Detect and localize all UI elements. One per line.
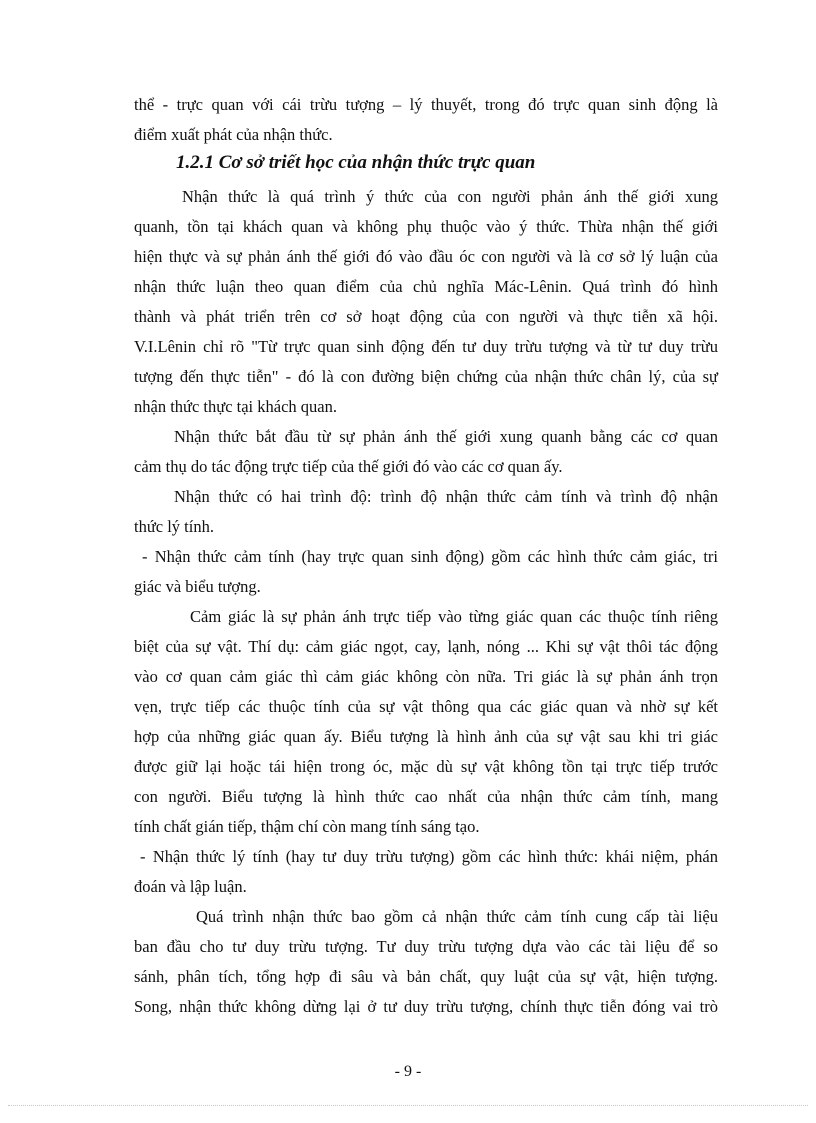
text-line: biệt của sự vật. Thí dụ: cảm giác ngọt, cay, lạnh, nóng ... Khi sự vật thôi tác động (134, 637, 718, 656)
text-line: cảm thụ do tác động trực tiếp của thế giới đó vào các cơ quan ấy. (134, 457, 563, 476)
text-line: Cảm giác là sự phản ánh trực tiếp vào từng giác quan các thuộc tính riêng (190, 607, 718, 626)
text-line: sánh, phân tích, tổng hợp đi sâu và bản chất, quy luật của sự vật, hiện tượng. (134, 967, 718, 986)
text-line: ban đầu cho tư duy trừu tượng. Tư duy trừu tượng dựa vào các tài liệu để so (134, 937, 718, 956)
text-line: tượng đến thực tiễn" - đó là con đường biện chứng của nhận thức chân lý, của sự (134, 367, 718, 386)
text-line: Nhận thức có hai trình độ: trình độ nhận thức cảm tính và trình độ nhận (174, 487, 718, 506)
text-line: Quá trình nhận thức bao gồm cả nhận thức cảm tính cung cấp tài liệu (196, 907, 718, 926)
text-line: điểm xuất phát của nhận thức. (134, 125, 333, 144)
text-line: hợp của những giác quan ấy. Biểu tượng là hình ảnh của sự vật sau khi tri giác (134, 727, 718, 746)
text-line: vẹn, trực tiếp các thuộc tính của sự vật thông qua các giác quan và nhờ sự kết (134, 697, 718, 716)
text-line: thể - trực quan với cái trừu tượng – lý thuyết, trong đó trực quan sinh động là (134, 95, 718, 114)
text-line: thức lý tính. (134, 517, 214, 536)
text-line: quanh, tồn tại khách quan và không phụ thuộc vào ý thức. Thừa nhận thế giới (134, 217, 718, 236)
text-line: nhận thức luận theo quan điểm của chủ nghĩa Mác-Lênin. Quá trình đó hình (134, 277, 718, 296)
section-heading: 1.2.1 Cơ sở triết học của nhận thức trực quan (176, 152, 536, 173)
text-line: - Nhận thức lý tính (hay tư duy trừu tượng) gồm các hình thức: khái niệm, phán (140, 847, 718, 866)
text-line: V.I.Lênin chỉ rõ "Từ trực quan sinh động đến tư duy trừu tượng và từ tư duy trừu (134, 337, 718, 356)
page-edge-divider (8, 1105, 808, 1106)
text-line: - Nhận thức cảm tính (hay trực quan sinh động) gồm các hình thức cảm giác, tri (142, 547, 718, 566)
text-line: giác và biểu tượng. (134, 577, 261, 596)
page-number: - 9 - (394, 1063, 422, 1080)
text-line: thành và phát triển trên cơ sở hoạt động của con người và thực tiễn xã hội. (134, 307, 718, 326)
text-line: nhận thức thực tại khách quan. (134, 397, 337, 416)
text-line: đoán và lập luận. (134, 877, 247, 896)
text-line: con người. Biểu tượng là hình thức cao nhất của nhận thức cảm tính, mang (134, 787, 718, 806)
text-line: Nhận thức bắt đầu từ sự phản ánh thế giới xung quanh bằng các cơ quan (174, 427, 718, 446)
text-line: Song, nhận thức không dừng lại ở tư duy trừu tượng, chính thực tiễn đóng vai trò (134, 997, 718, 1016)
text-line: vào cơ quan cảm giác thì cảm giác không còn nữa. Tri giác là sự phản ánh trọn (134, 667, 718, 686)
text-line: hiện thực và sự phản ánh thế giới đó vào đầu óc con người và là cơ sở lý luận của (134, 247, 718, 266)
text-line: Nhận thức là quá trình ý thức của con người phản ánh thế giới xung (182, 187, 718, 206)
text-line: tính chất gián tiếp, thậm chí còn mang tính sáng tạo. (134, 817, 480, 836)
text-line: được giữ lại hoặc tái hiện trong óc, mặc dù sự vật không tồn tại trực tiếp trước (134, 757, 718, 776)
